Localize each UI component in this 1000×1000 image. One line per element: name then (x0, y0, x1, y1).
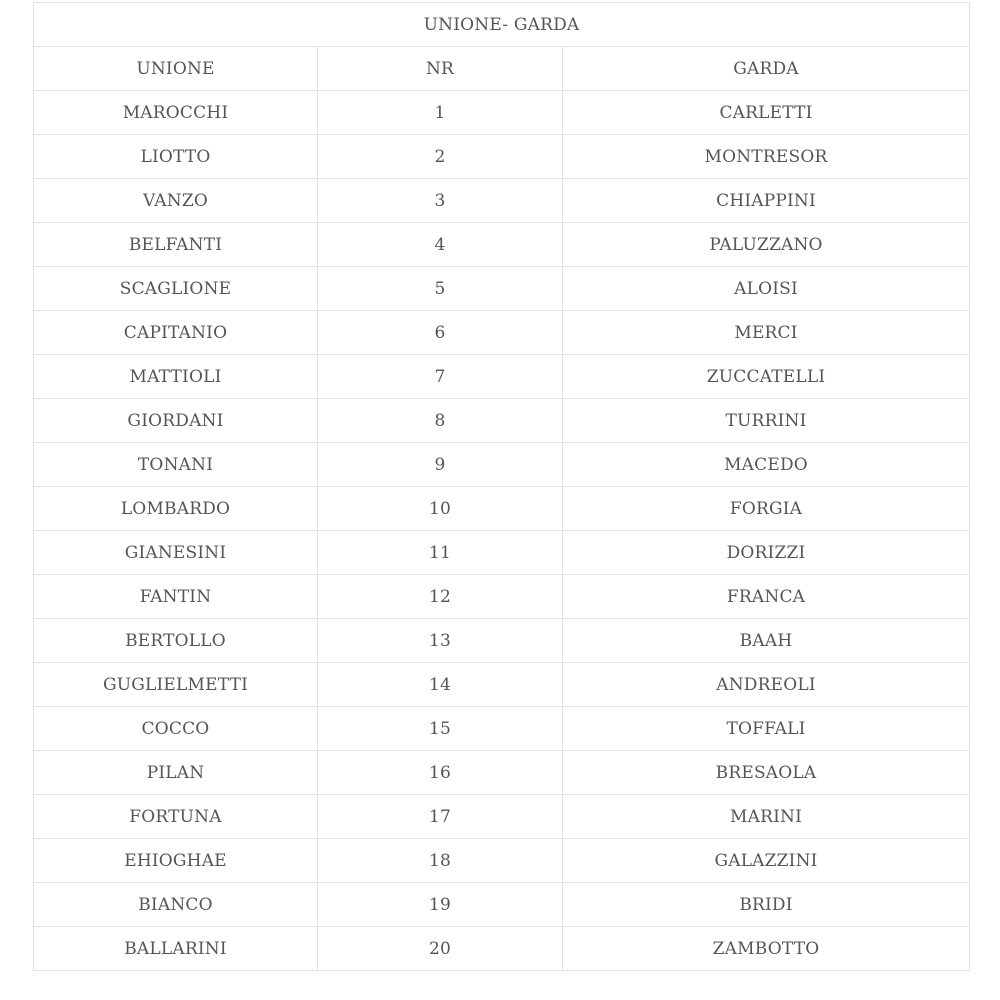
player-unione: SCAGLIONE (34, 267, 318, 311)
player-unione: GIANESINI (34, 531, 318, 575)
player-unione: CAPITANIO (34, 311, 318, 355)
table-row (34, 707, 970, 751)
player-garda: FRANCA (563, 575, 970, 619)
player-garda: DORIZZI (563, 531, 970, 575)
table-row (34, 619, 970, 663)
player-unione: EHIOGHAE (34, 839, 318, 883)
table-row (34, 883, 970, 927)
shirt-number: 9 (318, 443, 563, 487)
shirt-number: 4 (318, 223, 563, 267)
table-row (34, 839, 970, 883)
table-row (34, 223, 970, 267)
player-garda: CHIAPPINI (563, 179, 970, 223)
table-row (34, 355, 970, 399)
player-garda: GALAZZINI (563, 839, 970, 883)
player-unione: LIOTTO (34, 135, 318, 179)
shirt-number: 1 (318, 91, 563, 135)
table-row (34, 179, 970, 223)
player-garda: FORGIA (563, 487, 970, 531)
player-unione: COCCO (34, 707, 318, 751)
table-row (34, 575, 970, 619)
player-unione: VANZO (34, 179, 318, 223)
player-unione: BALLARINI (34, 927, 318, 971)
shirt-number: 3 (318, 179, 563, 223)
player-garda: ALOISI (563, 267, 970, 311)
column-header-garda: GARDA (563, 47, 970, 91)
column-header-unione: UNIONE (34, 47, 318, 91)
player-unione: LOMBARDO (34, 487, 318, 531)
shirt-number: 16 (318, 751, 563, 795)
player-garda: ZUCCATELLI (563, 355, 970, 399)
shirt-number: 11 (318, 531, 563, 575)
player-unione: BELFANTI (34, 223, 318, 267)
player-garda: TOFFALI (563, 707, 970, 751)
player-garda: MERCI (563, 311, 970, 355)
shirt-number: 19 (318, 883, 563, 927)
player-unione: FANTIN (34, 575, 318, 619)
shirt-number: 17 (318, 795, 563, 839)
player-unione: GIORDANI (34, 399, 318, 443)
shirt-number: 7 (318, 355, 563, 399)
shirt-number: 5 (318, 267, 563, 311)
table-row (34, 399, 970, 443)
shirt-number: 6 (318, 311, 563, 355)
player-unione: BIANCO (34, 883, 318, 927)
column-header-nr: NR (318, 47, 563, 91)
player-garda: BRESAOLA (563, 751, 970, 795)
shirt-number: 8 (318, 399, 563, 443)
player-unione: TONANI (34, 443, 318, 487)
table-title-row (34, 3, 970, 47)
table-row (34, 795, 970, 839)
table-row (34, 311, 970, 355)
player-unione: BERTOLLO (34, 619, 318, 663)
player-unione: GUGLIELMETTI (34, 663, 318, 707)
table-row (34, 91, 970, 135)
table-row (34, 927, 970, 971)
player-garda: MONTRESOR (563, 135, 970, 179)
player-garda: MACEDO (563, 443, 970, 487)
shirt-number: 18 (318, 839, 563, 883)
player-garda: BAAH (563, 619, 970, 663)
player-garda: CARLETTI (563, 91, 970, 135)
table-row (34, 267, 970, 311)
table-header-row (34, 47, 970, 91)
table-title: UNIONE- GARDA (34, 3, 970, 47)
table-body (34, 3, 970, 971)
player-garda: ZAMBOTTO (563, 927, 970, 971)
player-garda: BRIDI (563, 883, 970, 927)
player-unione: PILAN (34, 751, 318, 795)
shirt-number: 14 (318, 663, 563, 707)
shirt-number: 13 (318, 619, 563, 663)
shirt-number: 20 (318, 927, 563, 971)
table-row (34, 663, 970, 707)
player-garda: TURRINI (563, 399, 970, 443)
shirt-number: 10 (318, 487, 563, 531)
lineup-table (33, 2, 970, 971)
player-garda: PALUZZANO (563, 223, 970, 267)
shirt-number: 15 (318, 707, 563, 751)
player-unione: MAROCCHI (34, 91, 318, 135)
player-unione: FORTUNA (34, 795, 318, 839)
shirt-number: 12 (318, 575, 563, 619)
table-row (34, 487, 970, 531)
table-row (34, 751, 970, 795)
player-garda: MARINI (563, 795, 970, 839)
shirt-number: 2 (318, 135, 563, 179)
table-row (34, 531, 970, 575)
table-row (34, 443, 970, 487)
player-garda: ANDREOLI (563, 663, 970, 707)
table-row (34, 135, 970, 179)
player-unione: MATTIOLI (34, 355, 318, 399)
